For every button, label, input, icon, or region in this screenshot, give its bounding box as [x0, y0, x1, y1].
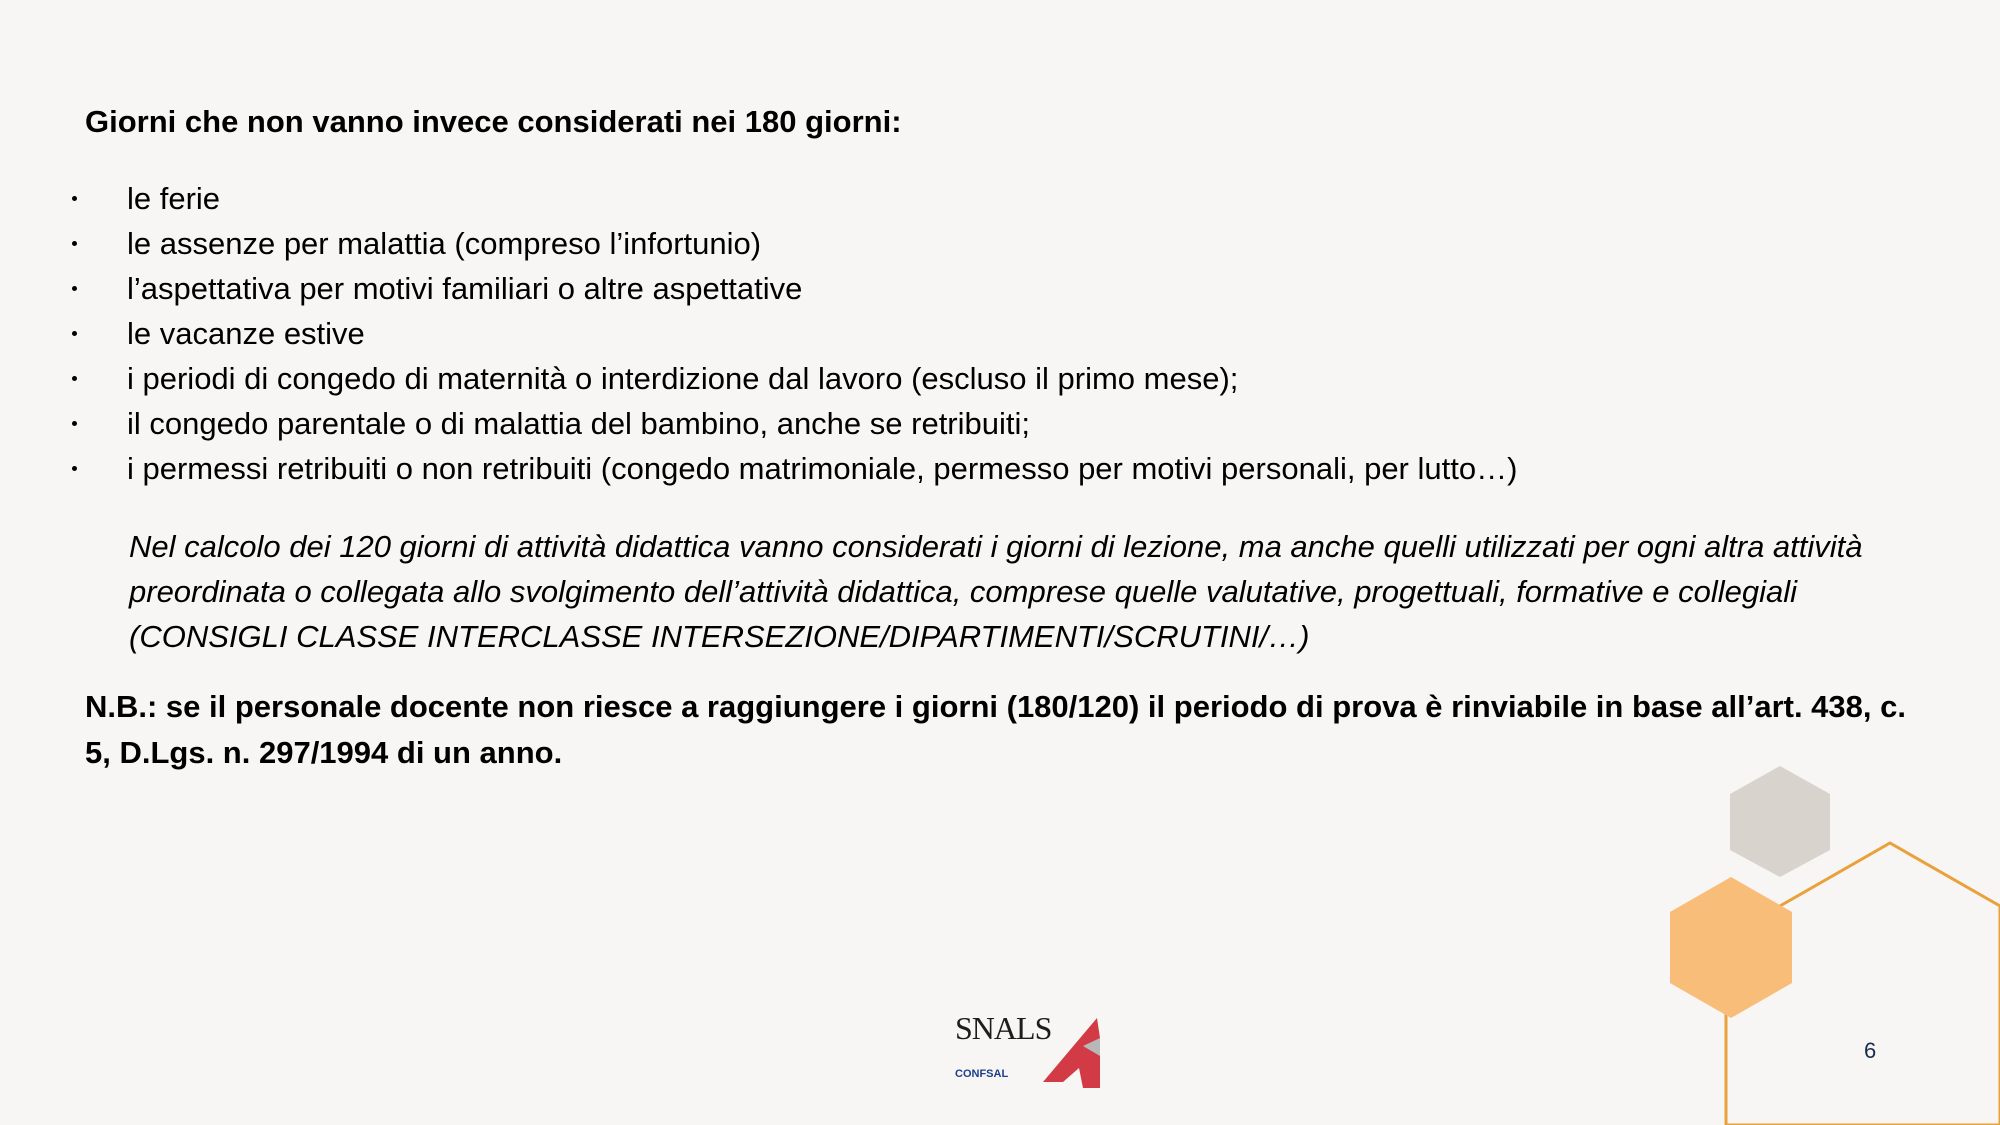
- logo-subtitle: CONFSAL: [955, 1068, 1009, 1080]
- list-item-text: i periodi di congedo di maternità o interdizione dal lavoro (escluso il primo mese);: [127, 361, 1239, 396]
- list-item-text: le vacanze estive: [127, 316, 365, 351]
- list-item-text: le ferie: [127, 181, 221, 216]
- snals-logo: [955, 1010, 1105, 1090]
- list-item-text: l’aspettativa per motivi familiari o altre aspettative: [127, 271, 803, 306]
- logo-wordmark: SNALS: [955, 1010, 1052, 1046]
- slide-heading: Giorni che non vanno invece considerati nei 180 giorni:: [85, 104, 902, 139]
- didactic-days-note: Nel calcolo dei 120 giorni di attività didattica vanno considerati i giorni di lezione, ma anche quelli utilizzati per ogni altra attività preordinata o collegata allo svolgimento dell’attività didattica, comprese quelle valutative, progettuali, formative e collegiali (CONSIGLI CLASSE INTERCLASSE INTERSEZIONE/DIPARTIMENTI/SCRUTINI/…): [129, 529, 1863, 654]
- gray-hexagon-icon: [1730, 766, 1830, 877]
- nb-note: N.B.: se il personale docente non riesce a raggiungere i giorni (180/120) il periodo di prova è rinviabile in base all’art. 438, c. 5, D.Lgs. n. 297/1994 di un anno.: [85, 689, 1906, 770]
- orange-hexagon-icon: [1670, 877, 1792, 1018]
- list-item-text: le assenze per malattia (compreso l’infortunio): [127, 226, 762, 261]
- list-item-text: il congedo parentale o di malattia del bambino, anche se retribuiti;: [127, 406, 1030, 441]
- page-number: 6: [1864, 1038, 1877, 1063]
- list-item-text: i permessi retribuiti o non retribuiti (congedo matrimoniale, permesso per motivi personali, per lutto…): [127, 451, 1518, 486]
